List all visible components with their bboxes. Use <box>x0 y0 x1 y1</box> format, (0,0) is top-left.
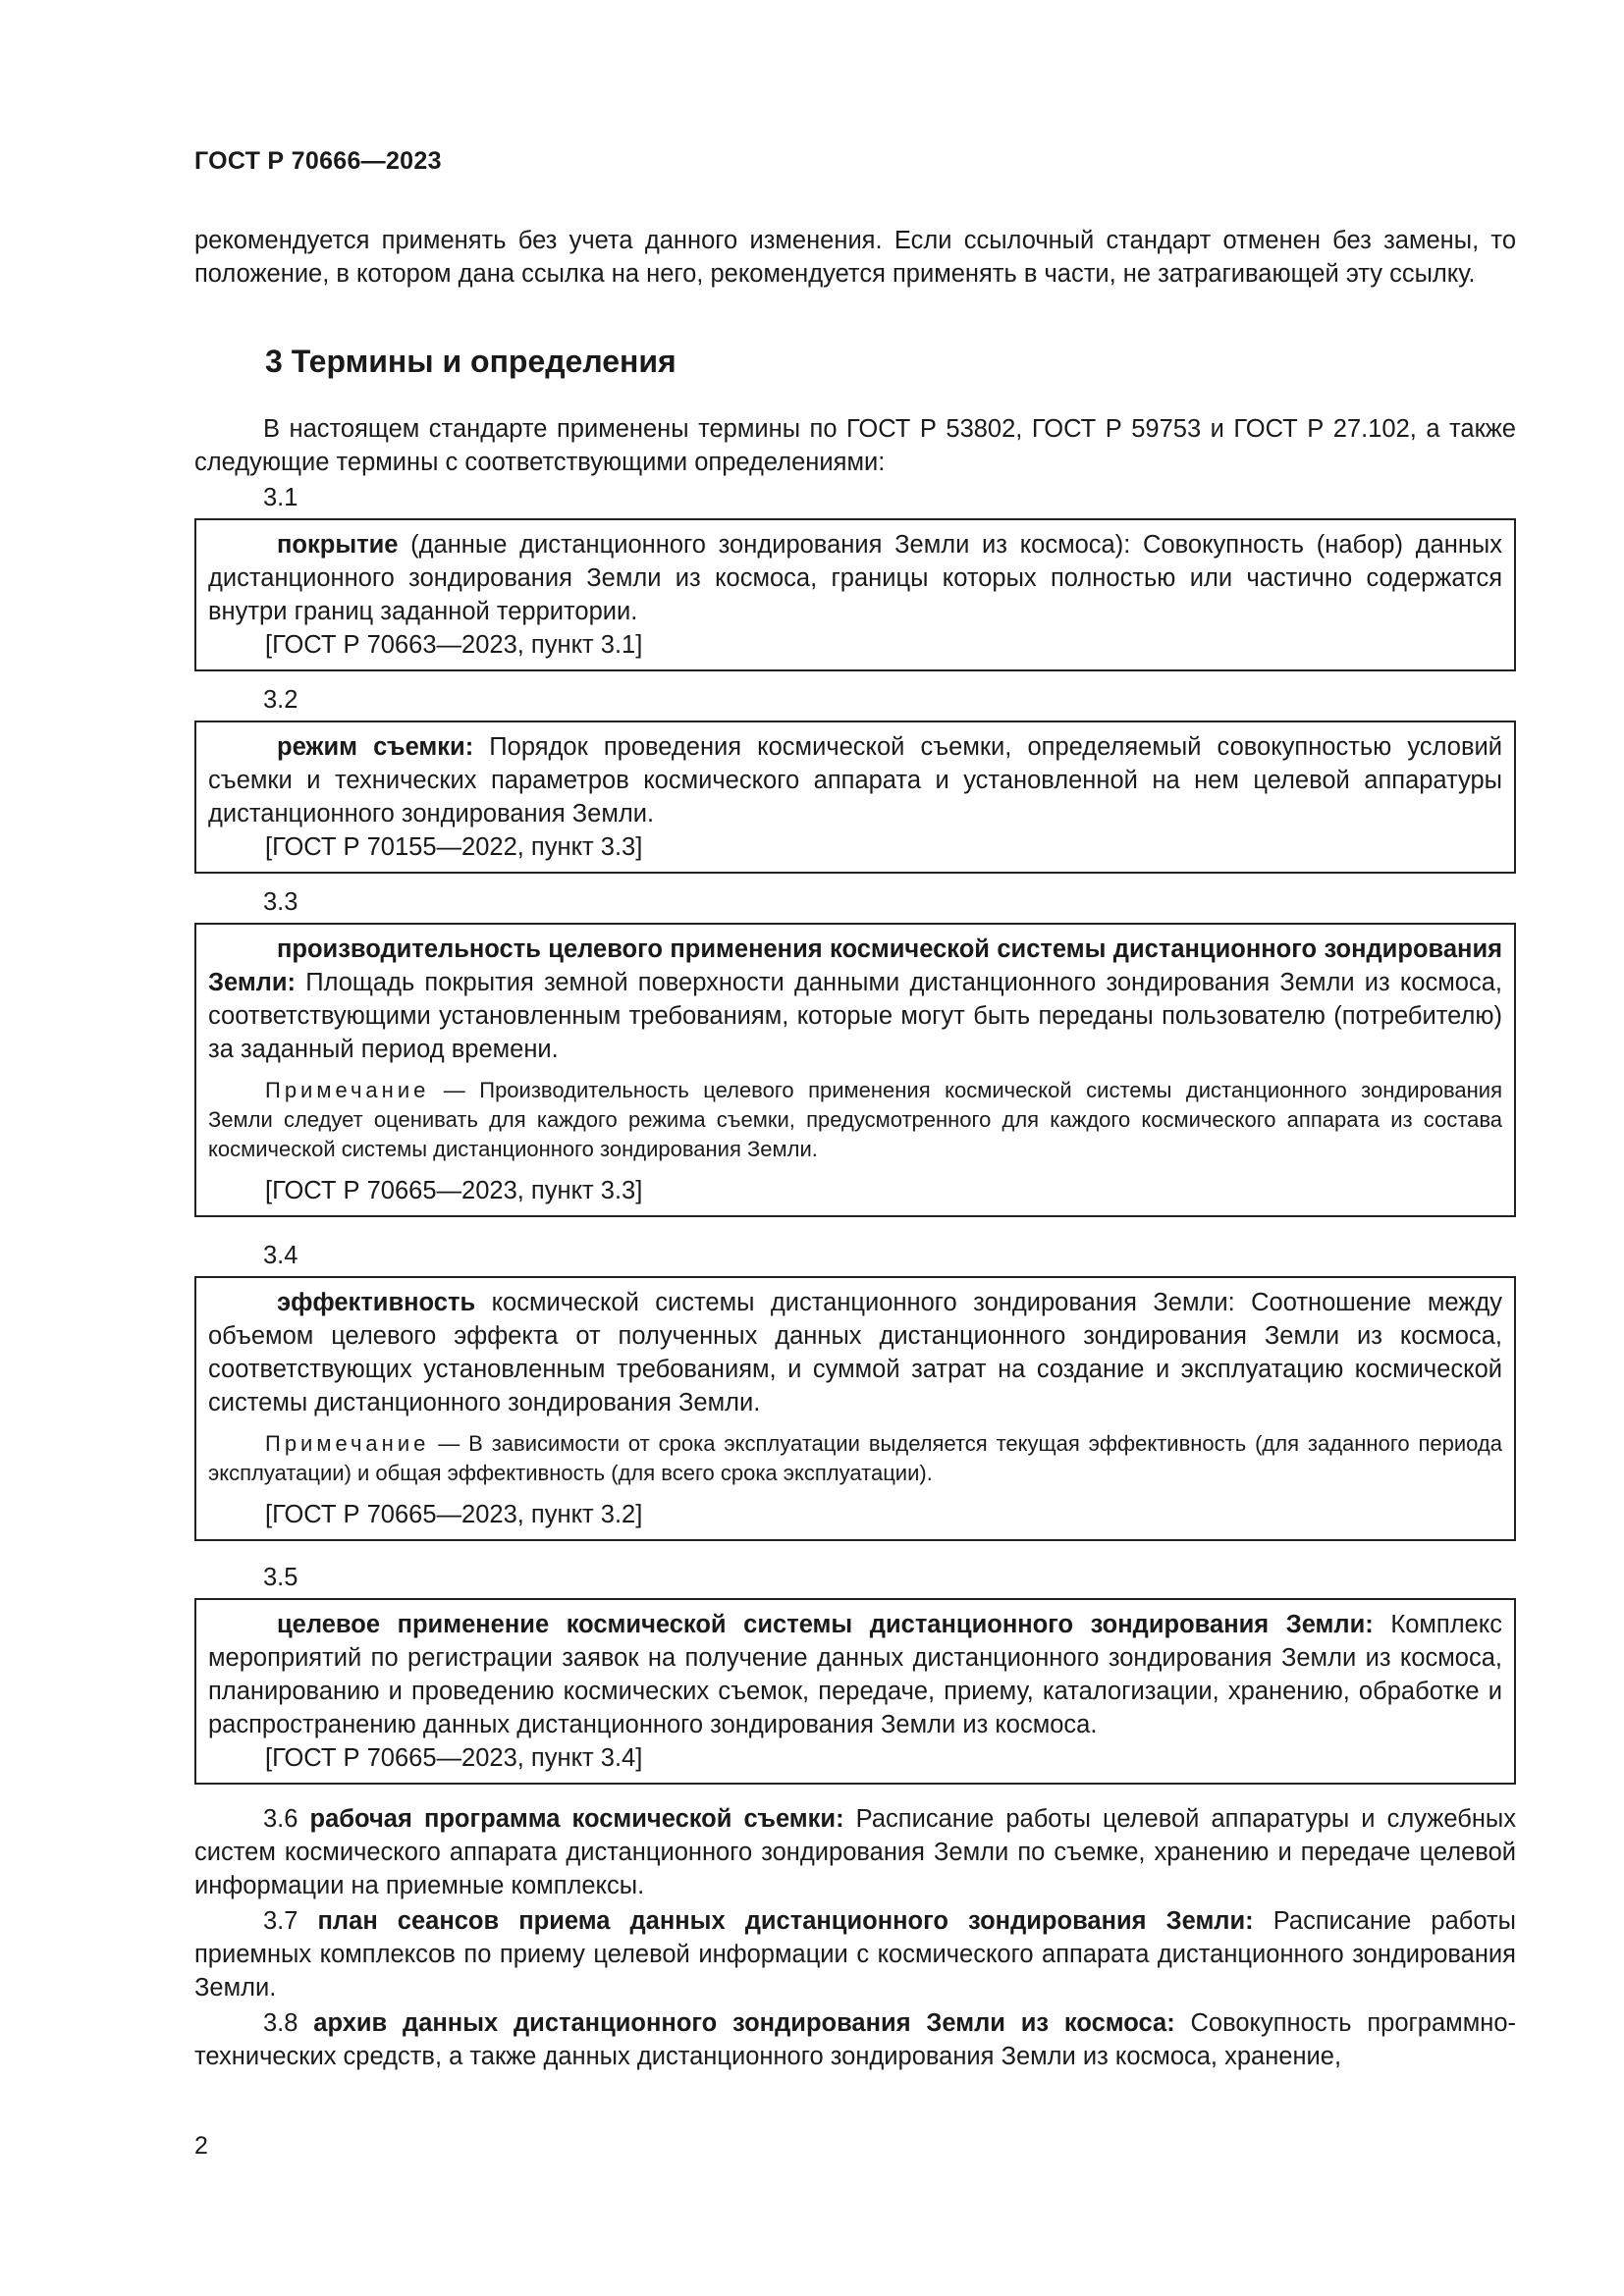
term-box-3-3 <box>194 923 1516 1217</box>
intro-text: рекомендуется применять без учета данного изменения. Если ссылочный стандарт отменен без замены, то положение, в котором дана ссылка на него, рекомендуется применять в части, не затрагивающей эту ссылку. <box>194 227 1516 288</box>
term-number-3-2: 3.2 <box>263 686 298 714</box>
section-lead <box>194 412 1516 479</box>
term-def: Расписание работы целевой аппаратуры и служебных систем космического аппарата дистанционного зондирования Земли по съемке, хранению и передаче целевой информации на приемные комплексы. <box>194 1805 1517 1899</box>
term-item-3-8: 3.8 архив данных дистанционного зондирования Земли из космоса: Совокупность программно-технических средств, а также данных дистанционного зондирования Земли из космоса, хранение, <box>194 2009 1516 2070</box>
term-name: режим съемки: <box>277 733 474 761</box>
term-number-3-1: 3.1 <box>263 484 298 511</box>
term-box-3-5 <box>194 1598 1516 1785</box>
section-lead-text: В настоящем стандарте применены термины по ГОСТ Р 53802, ГОСТ Р 59753 и ГОСТ Р 27.102, а также следующие термины с соответствующими определениями: <box>194 415 1516 476</box>
term-source: [ГОСТ Р 70665—2023, пункт 3.4] <box>265 1744 643 1772</box>
term-definition <box>208 1608 1502 1741</box>
term-definition <box>208 730 1502 830</box>
term-source: [ГОСТ Р 70155—2022, пункт 3.3] <box>265 833 643 861</box>
page-number: 2 <box>194 2132 208 2160</box>
term-note <box>208 1429 1502 1488</box>
term-def: Комплекс мероприятий по регистрации заявок на получение данных дистанционного зондирования Земли из космоса, планированию и проведению космических съемок, передаче, приему, каталогизации, хранению, обработке и распространению данных дистанционного зондирования Земли из космоса. <box>208 1611 1502 1738</box>
term-box-3-1 <box>194 518 1516 671</box>
term-source: [ГОСТ Р 70665—2023, пункт 3.3] <box>265 1177 643 1204</box>
term-def: Порядок проведения космической съемки, определяемый совокупностью условий съемки и технических параметров космического аппарата и установленной на нем целевой аппаратуры дистанционного зондирования Земли. <box>208 733 1502 828</box>
note-text: — В зависимости от срока эксплуатации выделяется текущая эффективность (для заданного периода эксплуатации) и общая эффективность (для всего срока эксплуатации). <box>208 1431 1502 1485</box>
term-number-3-4: 3.4 <box>263 1242 298 1269</box>
term-name: целевое применение космической системы дистанционного зондирования Земли: <box>277 1611 1374 1638</box>
term-number-3-5: 3.5 <box>263 1564 298 1591</box>
term-name: эффективность <box>277 1289 476 1316</box>
term-note <box>208 1076 1502 1164</box>
intro-paragraph <box>194 224 1516 291</box>
term-item-3-7: 3.7 план сеансов приема данных дистанционного зондирования Земли: Расписание работы приемных комплексов по приему целевой информации с космического аппарата дистанционного зондирования Земли. <box>194 1907 1516 2002</box>
term-name: покрытие <box>277 531 399 559</box>
term-source: [ГОСТ Р 70665—2023, пункт 3.2] <box>265 1501 643 1528</box>
term-def: Площадь покрытия земной поверхности данными дистанционного зондирования Земли из космоса, соответствующими установленным требованиям, которые могут быть переданы пользователю (потребителю) за заданный период времени. <box>208 969 1502 1063</box>
term-name: архив данных дистанционного зондирования Земли из космоса: <box>313 2009 1175 2037</box>
note-label: Примечание <box>265 1078 430 1102</box>
term-def: Совокупность программно-технических средств, а также данных дистанционного зондирования Земли из космоса, хранение, <box>194 2009 1516 2070</box>
term-item-3-6: 3.6 рабочая программа космической съемки: Расписание работы целевой аппаратуры и служебных систем космического аппарата дистанционного зондирования Земли по съемке, хранению и передаче целевой информации на приемные комплексы. <box>194 1805 1517 1899</box>
term-number-3-3: 3.3 <box>263 888 298 916</box>
term-def: космической системы дистанционного зондирования Земли: Соотношение между объемом целевого эффекта от полученных данных дистанционного зондирования Земли из космоса, соответствующих установленным требованиям, и суммой затрат на создание и эксплуатацию космической системы дистанционного зондирования Земли. <box>208 1289 1502 1416</box>
term-box-3-2 <box>194 721 1516 874</box>
term-definition <box>208 528 1502 628</box>
note-text: — Производительность целевого применения космической системы дистанционного зондирования Земли следует оценивать для каждого режима съемки, предусмотренного для каждого космического аппарата из состава космической системы дистанционного зондирования Земли. <box>208 1078 1502 1161</box>
term-box-3-4 <box>194 1276 1516 1541</box>
term-definition <box>208 933 1502 1066</box>
section-title: 3 Термины и определения <box>265 344 677 379</box>
term-def: Расписание работы приемных комплексов по приему целевой информации с космического аппарата дистанционного зондирования Земли. <box>194 1907 1516 2002</box>
term-name: рабочая программа космической съемки: <box>309 1805 844 1833</box>
term-source: [ГОСТ Р 70663—2023, пункт 3.1] <box>265 631 643 659</box>
document-header: ГОСТ Р 70666—2023 <box>194 147 442 175</box>
term-qualifier: (данные дистанционного зондирования Земли из космоса): <box>398 531 1131 559</box>
term-list <box>194 1802 1516 2073</box>
term-name: производительность целевого применения космической системы дистанционного зондирования Земли: <box>208 935 1502 996</box>
term-name: план сеансов приема данных дистанционного зондирования Земли: <box>317 1907 1254 1935</box>
note-label: Примечание <box>265 1431 430 1456</box>
term-def: Совокупность (набор) данных дистанционного зондирования Земли из космоса, границы которых полностью или частично содержатся внутри границ заданной территории. <box>208 531 1502 625</box>
term-definition <box>208 1286 1502 1419</box>
